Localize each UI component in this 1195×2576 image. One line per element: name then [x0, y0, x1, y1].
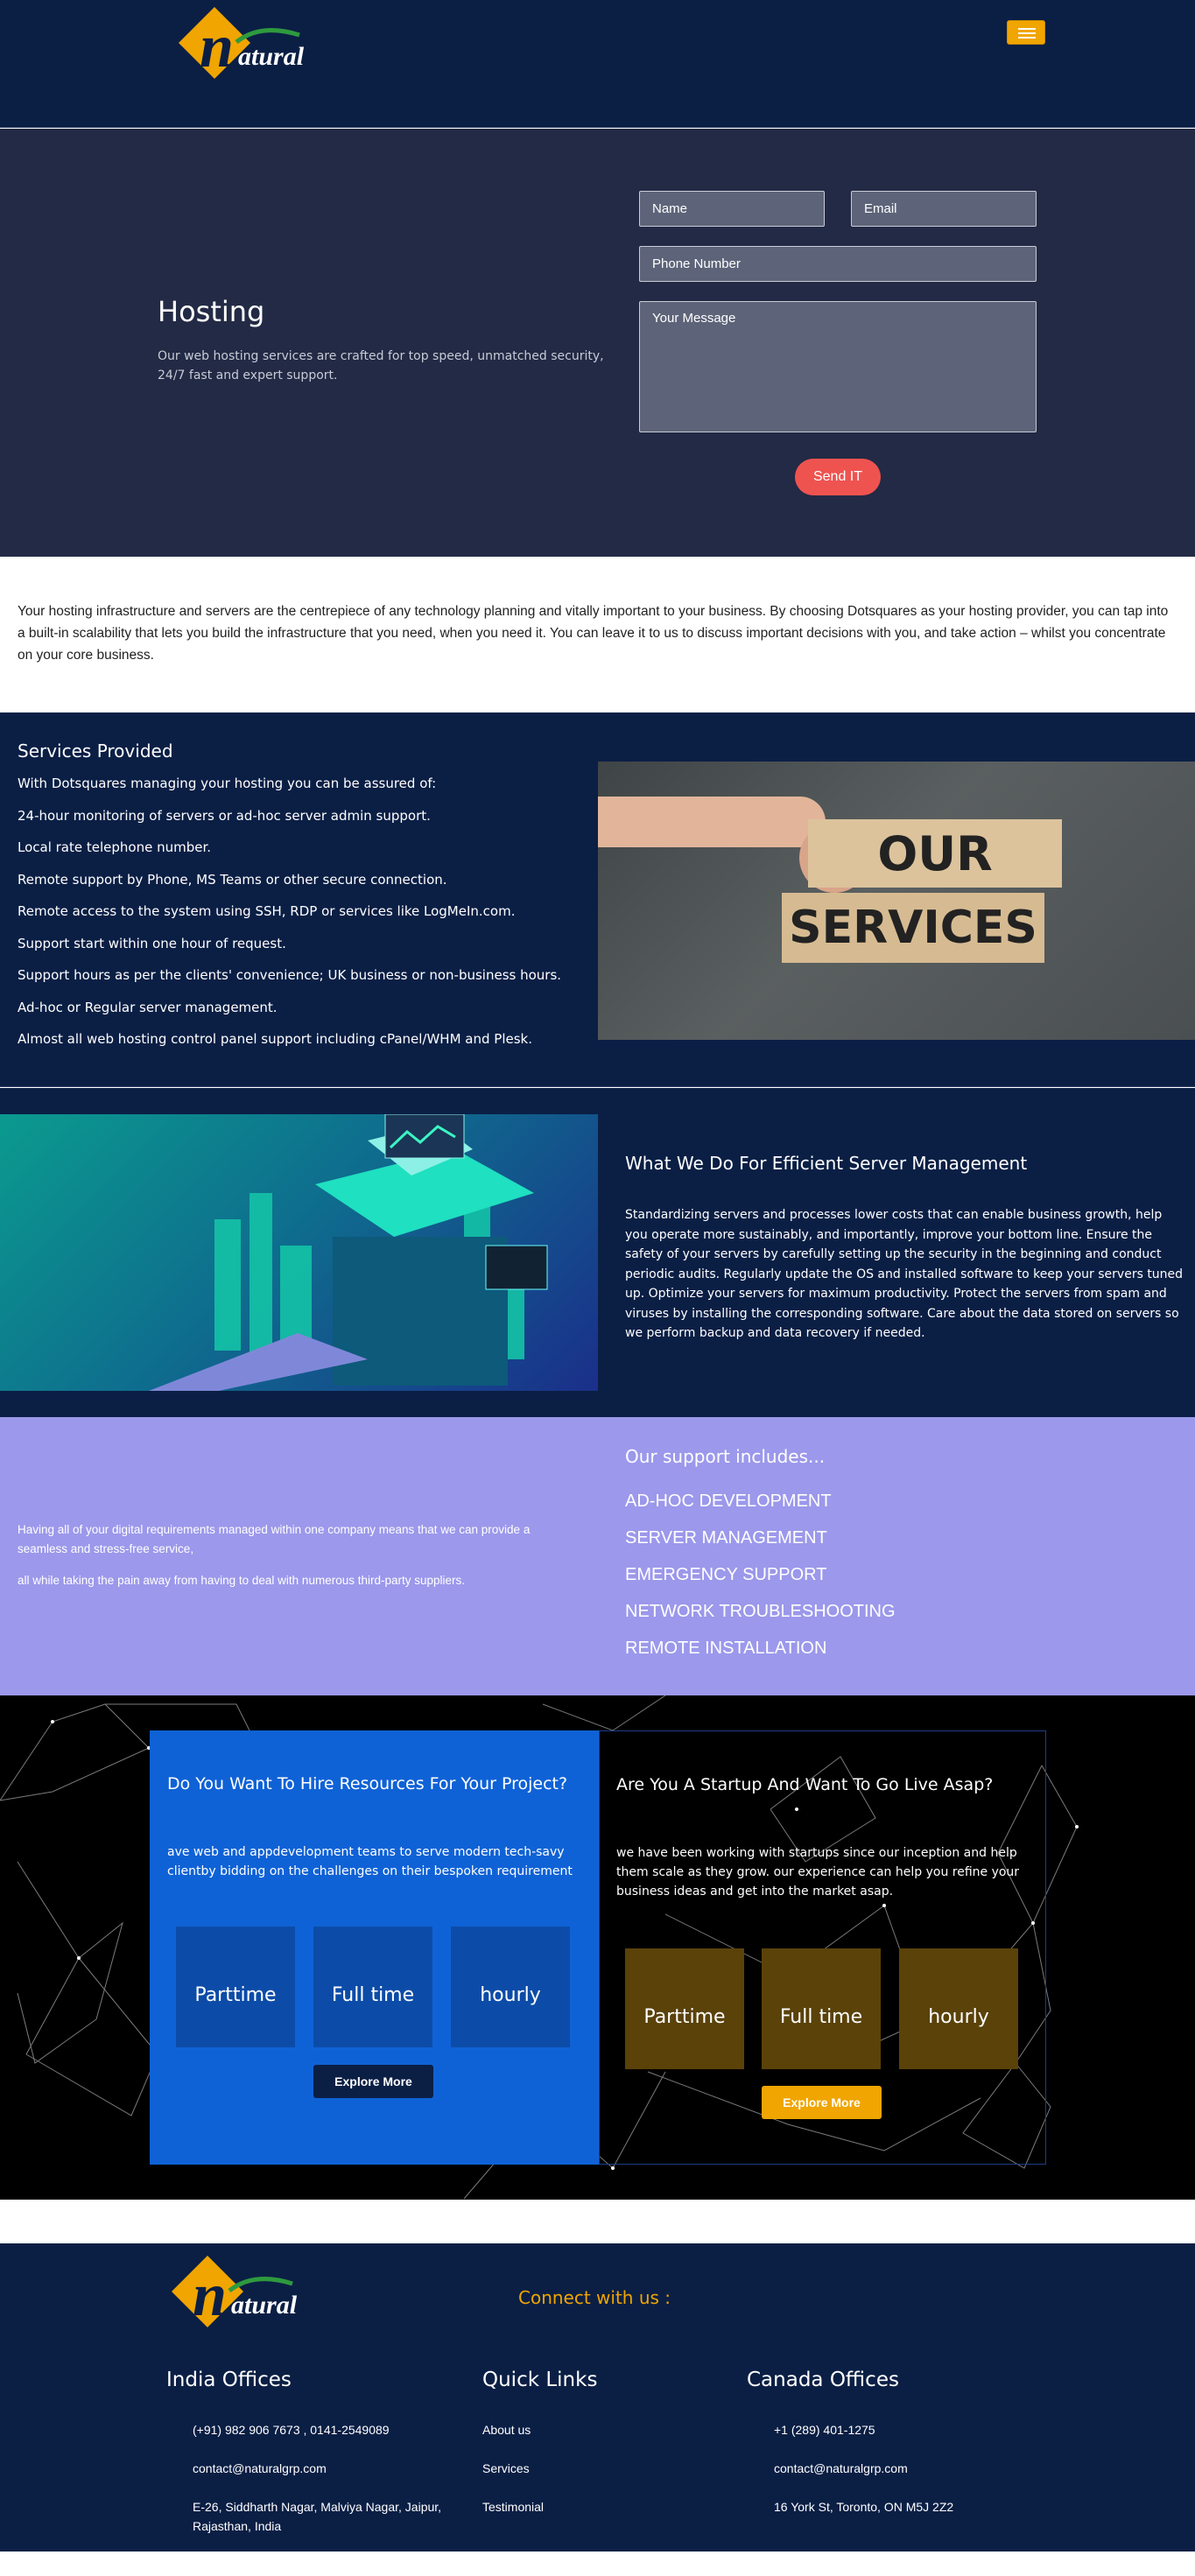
tile-label: Full time	[779, 2005, 863, 2028]
block-services: SERVICES	[782, 893, 1044, 963]
isometric-city-illustration	[0, 1114, 598, 1391]
tile-label: Parttime	[194, 1983, 277, 2006]
tile-hourly[interactable]	[899, 1948, 1018, 2069]
email-field[interactable]	[851, 191, 1037, 227]
tile-parttime[interactable]	[625, 1948, 744, 2069]
hamburger-icon	[1018, 28, 1036, 30]
hero-section	[0, 129, 1195, 557]
finger-shape	[598, 797, 826, 847]
logo-letter: n	[193, 2262, 227, 2329]
logo[interactable]	[173, 7, 305, 91]
link-testimonial[interactable]: Testimonial	[482, 2500, 545, 2514]
site-header	[0, 0, 1195, 128]
service-item: Remote access to the system using SSH, RDP or services like LogMeIn.com.	[18, 903, 516, 919]
canada-address: 16 York St, Toronto, ON M5J 2Z2	[774, 2500, 954, 2514]
quick-links-title: Quick Links	[482, 2369, 598, 2391]
logo-letter: n	[200, 13, 234, 81]
link-about-us[interactable]: About us	[482, 2423, 531, 2437]
startup-card	[599, 1730, 1046, 2165]
send-button[interactable]: Send IT	[795, 459, 881, 495]
service-item: Remote support by Phone, MS Teams or other secure connection.	[18, 871, 447, 888]
hamburger-menu-button[interactable]	[1007, 20, 1045, 45]
tile-label: Parttime	[643, 2005, 726, 2028]
mgmt-text: Standardizing servers and processes lower costs that can enable business growth, help you operate more sustainably, and importantly, improve your bottom line. Ensure the safety of your servers by carefully setting up the security in the beginning and conduct periodic audits. Regularly update the OS and installed software to keep your servers tuned up. Optimize your servers for maximum productivity. Protect the servers from spam and viruses by installing the corresponding software. Care about the data stored on servers so we perform backup and data recovery if needed.	[625, 1208, 1184, 1340]
hire-resources-card	[150, 1730, 599, 2165]
hamburger-line	[1018, 37, 1036, 39]
service-item: With Dotsquares managing your hosting you can be assured of:	[18, 776, 437, 791]
india-offices-title: India Offices	[166, 2369, 292, 2391]
support-paragraph-1: Having all of your digital requirements managed within one company means that we can provide a seamless and stress-free service,	[18, 1523, 531, 1555]
tile-fulltime[interactable]	[313, 1927, 432, 2047]
startup-text: we have been working with startups since our inception and help them scale as they grow. our experience can help you refine your business ideas and get into the market asap.	[616, 1846, 1020, 1899]
hero-subtitle: Our web hosting services are crafted for top speed, unmatched security, 24/7 fast and expert support.	[158, 349, 604, 383]
tile-label: hourly	[480, 1983, 541, 2006]
isometric-illustration	[0, 1114, 598, 1391]
service-item: Ad-hoc or Regular server management.	[18, 999, 278, 1015]
block-our: OUR	[808, 819, 1062, 888]
tile-hourly[interactable]	[451, 1927, 570, 2047]
support-item: SERVER MANAGEMENT	[625, 1528, 827, 1548]
footer-logo[interactable]	[166, 2256, 298, 2340]
mgmt-title: What We Do For Efficient Server Management	[625, 1153, 1028, 1174]
page-title: Hosting	[158, 295, 265, 328]
link-services[interactable]: Services	[482, 2461, 530, 2475]
service-item: Support hours as per the clients' convenience; UK business or non-business hours.	[18, 967, 562, 983]
tile-fulltime[interactable]	[762, 1948, 881, 2069]
hire-text: ave web and appdevelopment teams to serve modern tech-savy clientby bidding on the challenges on their bespoken requirement	[167, 1845, 573, 1878]
server-management-section	[0, 1088, 1195, 1417]
support-item: AD-HOC DEVELOPMENT	[625, 1492, 832, 1511]
hamburger-line	[1018, 32, 1036, 34]
logo-text: atural	[231, 2291, 298, 2320]
india-email[interactable]: contact@naturalgrp.com	[193, 2461, 327, 2475]
canada-email[interactable]: contact@naturalgrp.com	[774, 2461, 908, 2475]
tile-label: Full time	[331, 1983, 415, 2006]
services-section	[0, 712, 1195, 1087]
logo-text: atural	[238, 42, 305, 71]
canada-offices-title: Canada Offices	[747, 2369, 899, 2391]
message-field[interactable]	[639, 301, 1037, 432]
connect-label: Connect with us :	[518, 2287, 671, 2308]
hire-explore-button[interactable]: Explore More	[313, 2065, 433, 2098]
tile-label: hourly	[928, 2005, 989, 2028]
intro-section	[0, 557, 1195, 712]
canada-phone[interactable]: +1 (289) 401-1275	[774, 2423, 875, 2437]
tile-parttime[interactable]	[176, 1927, 295, 2047]
service-item: Support start within one hour of request.	[18, 935, 286, 951]
service-item: Almost all web hosting control panel support including cPanel/WHM and Plesk.	[18, 1031, 532, 1047]
site-footer	[0, 2243, 1195, 2551]
service-item: Local rate telephone number.	[18, 839, 212, 855]
india-phone[interactable]: (+91) 982 906 7673 , 0141-2549089	[193, 2423, 390, 2437]
support-section	[0, 1417, 1195, 1695]
india-address: E-26, Siddharth Nagar, Malviya Nagar, Jaipur, Rajasthan, India	[193, 2500, 442, 2533]
services-title: Services Provided	[18, 741, 173, 762]
our-services-image	[598, 762, 1195, 1040]
startup-explore-button[interactable]: Explore More	[762, 2086, 882, 2119]
hire-title: Do You Want To Hire Resources For Your Project?	[167, 1774, 568, 1793]
cta-section	[0, 1695, 1195, 2200]
intro-text: Your hosting infrastructure and servers are the centrepiece of any technology planning and vitally important to your business. By choosing Dotsquares as your hosting provider, you can tap into a built-in scalability that lets you build the infrastructure that you need, when you need it. You can leave it to us to discuss important decisions with you, and take action – whilst you concentrate on your core business.	[18, 604, 1169, 663]
support-paragraph-2: all while taking the pain away from having to deal with numerous third-party suppliers.	[18, 1574, 466, 1587]
name-field[interactable]	[639, 191, 825, 227]
phone-field[interactable]	[639, 246, 1037, 282]
support-title: Our support includes...	[625, 1446, 826, 1467]
support-item: EMERGENCY SUPPORT	[625, 1565, 827, 1584]
service-item: 24-hour monitoring of servers or ad-hoc server admin support.	[18, 807, 431, 824]
support-item: NETWORK TROUBLESHOOTING	[625, 1602, 896, 1621]
support-item: REMOTE INSTALLATION	[625, 1639, 827, 1658]
startup-title: Are You A Startup And Want To Go Live Asap?	[616, 1775, 994, 1794]
